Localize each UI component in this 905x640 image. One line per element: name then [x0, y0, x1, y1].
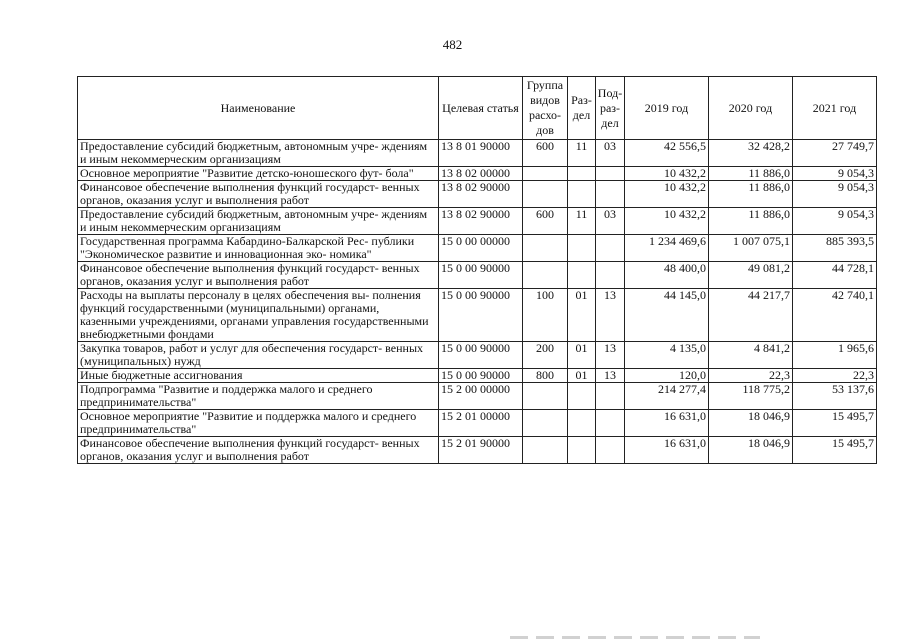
table-row — [78, 262, 877, 289]
table-row — [78, 410, 877, 437]
row-target-article-cell: 13 8 02 90000 — [439, 181, 523, 208]
row-subsection-cell: 13 — [596, 342, 625, 369]
row-target-article-cell: 15 0 00 90000 — [439, 369, 523, 383]
row-target-article-cell: 15 0 00 90000 — [439, 289, 523, 342]
row-target-article-cell: 13 8 01 90000 — [439, 140, 523, 167]
row-2019-cell: 120,0 — [625, 369, 709, 383]
row-2020-cell: 11 886,0 — [709, 208, 793, 235]
row-2019-cell: 16 631,0 — [625, 410, 709, 437]
row-subsection-cell — [596, 181, 625, 208]
row-2020-cell: 18 046,9 — [709, 410, 793, 437]
row-name-cell: Подпрограмма "Развитие и поддержка малого и среднего предпринимательства" — [78, 383, 439, 410]
row-subsection-cell: 03 — [596, 208, 625, 235]
row-2021-cell: 27 749,7 — [793, 140, 877, 167]
row-2019-cell: 4 135,0 — [625, 342, 709, 369]
header-section: Раз- дел — [568, 77, 596, 140]
row-name-cell: Предоставление субсидий бюджетным, автономным учре- ждениям и иным некоммерческим организациям — [78, 208, 439, 235]
row-2020-cell: 22,3 — [709, 369, 793, 383]
row-2021-cell: 42 740,1 — [793, 289, 877, 342]
row-name-cell: Финансовое обеспечение выполнения функций государст- венных органов, оказания услуг и выполнения работ — [78, 437, 439, 464]
row-2019-cell: 10 432,2 — [625, 167, 709, 181]
row-expense-group-cell: 100 — [523, 289, 568, 342]
row-name-cell: Государственная программа Кабардино-Балкарской Рес- публики "Экономическое развитие и инновационная эко- номика" — [78, 235, 439, 262]
row-name-cell: Предоставление субсидий бюджетным, автономным учре- ждениям и иным некоммерческим организациям — [78, 140, 439, 167]
row-2020-cell: 32 428,2 — [709, 140, 793, 167]
row-2019-cell: 1 234 469,6 — [625, 235, 709, 262]
table-row — [78, 181, 877, 208]
table-body — [78, 140, 877, 464]
header-expense-group: Группа видов расхо- дов — [523, 77, 568, 140]
row-section-cell: 01 — [568, 342, 596, 369]
row-2020-cell: 11 886,0 — [709, 167, 793, 181]
row-section-cell: 01 — [568, 369, 596, 383]
row-2020-cell: 18 046,9 — [709, 437, 793, 464]
row-2020-cell: 11 886,0 — [709, 181, 793, 208]
row-section-cell: 01 — [568, 289, 596, 342]
table-row — [78, 342, 877, 369]
row-2020-cell: 118 775,2 — [709, 383, 793, 410]
row-expense-group-cell: 600 — [523, 140, 568, 167]
row-target-article-cell: 15 0 00 90000 — [439, 262, 523, 289]
row-section-cell — [568, 235, 596, 262]
row-expense-group-cell: 800 — [523, 369, 568, 383]
row-2020-cell: 49 081,2 — [709, 262, 793, 289]
row-section-cell: 11 — [568, 208, 596, 235]
row-target-article-cell: 13 8 02 90000 — [439, 208, 523, 235]
row-subsection-cell — [596, 437, 625, 464]
row-2021-cell: 9 054,3 — [793, 167, 877, 181]
row-expense-group-cell: 200 — [523, 342, 568, 369]
row-2020-cell: 4 841,2 — [709, 342, 793, 369]
row-2021-cell: 885 393,5 — [793, 235, 877, 262]
row-expense-group-cell — [523, 437, 568, 464]
row-2021-cell: 22,3 — [793, 369, 877, 383]
budget-table — [77, 76, 877, 464]
row-2021-cell: 9 054,3 — [793, 208, 877, 235]
row-name-cell: Основное мероприятие "Развитие и поддержка малого и среднего предпринимательства" — [78, 410, 439, 437]
row-expense-group-cell — [523, 181, 568, 208]
row-name-cell: Расходы на выплаты персоналу в целях обеспечения вы- полнения функций государственными (муниципальными) органами, казенными учреждениями, органами управления государственными внебюджетными фондами — [78, 289, 439, 342]
row-section-cell — [568, 167, 596, 181]
table-row — [78, 208, 877, 235]
row-target-article-cell: 15 2 00 00000 — [439, 383, 523, 410]
row-2019-cell: 10 432,2 — [625, 181, 709, 208]
row-name-cell: Финансовое обеспечение выполнения функций государст- венных органов, оказания услуг и выполнения работ — [78, 181, 439, 208]
row-section-cell: 11 — [568, 140, 596, 167]
header-subsection: Под- раз- дел — [596, 77, 625, 140]
row-2021-cell: 9 054,3 — [793, 181, 877, 208]
header-2021: 2021 год — [793, 77, 877, 140]
page-number: 482 — [442, 37, 463, 52]
row-name-cell: Закупка товаров, работ и услуг для обеспечения государст- венных (муниципальных) нужд — [78, 342, 439, 369]
header-2019: 2019 год — [625, 77, 709, 140]
row-2021-cell: 44 728,1 — [793, 262, 877, 289]
header-2020: 2020 год — [709, 77, 793, 140]
table-row — [78, 167, 877, 181]
row-target-article-cell: 15 2 01 00000 — [439, 410, 523, 437]
row-section-cell — [568, 410, 596, 437]
table-header-row — [78, 77, 877, 140]
row-subsection-cell — [596, 235, 625, 262]
row-2019-cell: 16 631,0 — [625, 437, 709, 464]
table-row — [78, 289, 877, 342]
row-subsection-cell — [596, 410, 625, 437]
row-2021-cell: 15 495,7 — [793, 437, 877, 464]
row-2021-cell: 1 965,6 — [793, 342, 877, 369]
row-expense-group-cell — [523, 383, 568, 410]
row-2020-cell: 1 007 075,1 — [709, 235, 793, 262]
row-subsection-cell: 03 — [596, 140, 625, 167]
row-2020-cell: 44 217,7 — [709, 289, 793, 342]
row-section-cell — [568, 262, 596, 289]
table-row — [78, 383, 877, 410]
row-2021-cell: 15 495,7 — [793, 410, 877, 437]
row-target-article-cell: 15 0 00 00000 — [439, 235, 523, 262]
table-row — [78, 369, 877, 383]
row-expense-group-cell — [523, 410, 568, 437]
row-2019-cell: 10 432,2 — [625, 208, 709, 235]
row-expense-group-cell — [523, 167, 568, 181]
row-2021-cell: 53 137,6 — [793, 383, 877, 410]
row-expense-group-cell — [523, 235, 568, 262]
scan-artifact — [510, 636, 760, 639]
row-target-article-cell: 15 0 00 90000 — [439, 342, 523, 369]
row-section-cell — [568, 181, 596, 208]
header-target-article: Целевая статья — [439, 77, 523, 140]
table-row — [78, 235, 877, 262]
row-expense-group-cell — [523, 262, 568, 289]
row-section-cell — [568, 383, 596, 410]
row-subsection-cell — [596, 383, 625, 410]
row-target-article-cell: 15 2 01 90000 — [439, 437, 523, 464]
header-name: Наименование — [78, 77, 439, 140]
table-row — [78, 140, 877, 167]
row-2019-cell: 42 556,5 — [625, 140, 709, 167]
row-section-cell — [568, 437, 596, 464]
row-subsection-cell — [596, 262, 625, 289]
row-subsection-cell — [596, 167, 625, 181]
row-2019-cell: 214 277,4 — [625, 383, 709, 410]
row-2019-cell: 48 400,0 — [625, 262, 709, 289]
row-name-cell: Основное мероприятие "Развитие детско-юношеского фут- бола" — [78, 167, 439, 181]
row-name-cell: Иные бюджетные ассигнования — [78, 369, 439, 383]
row-target-article-cell: 13 8 02 00000 — [439, 167, 523, 181]
row-2019-cell: 44 145,0 — [625, 289, 709, 342]
row-expense-group-cell: 600 — [523, 208, 568, 235]
table-row — [78, 437, 877, 464]
row-subsection-cell: 13 — [596, 289, 625, 342]
row-subsection-cell: 13 — [596, 369, 625, 383]
row-name-cell: Финансовое обеспечение выполнения функций государст- венных органов, оказания услуг и выполнения работ — [78, 262, 439, 289]
